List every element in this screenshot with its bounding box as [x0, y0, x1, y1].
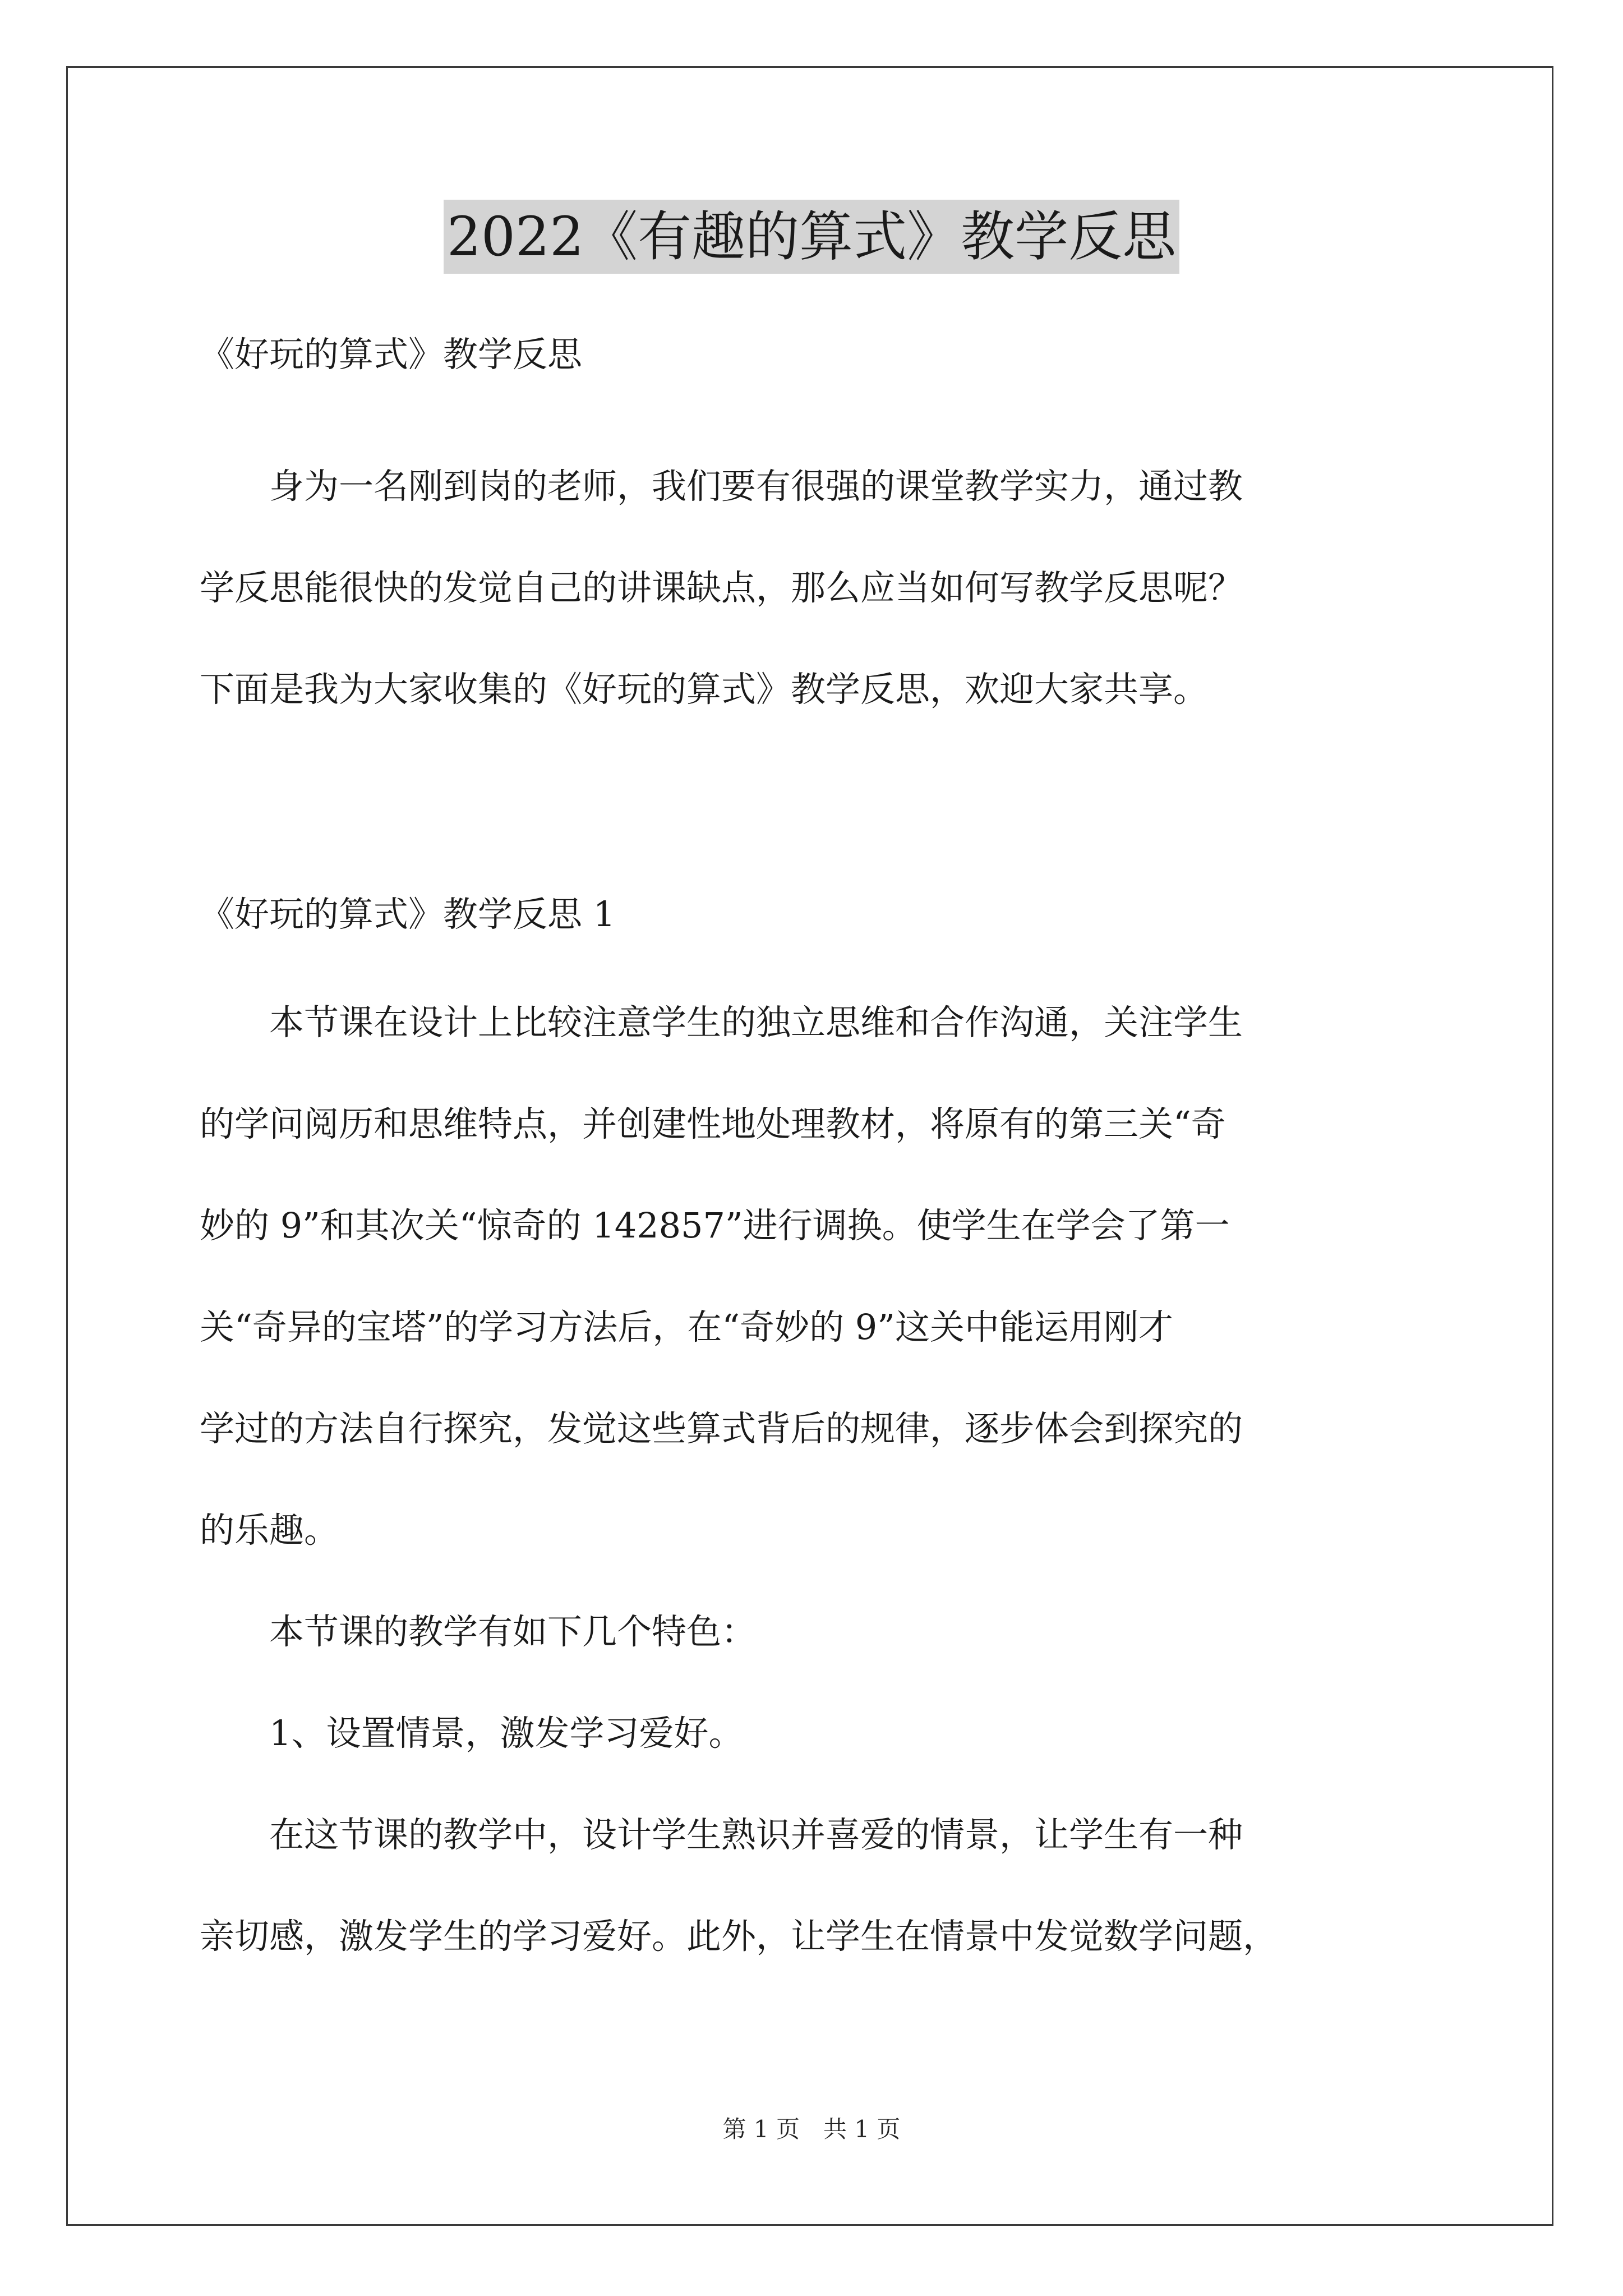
paragraph-line: 下面是我为大家收集的《好玩的算式》教学反思，欢迎大家共享。: [200, 669, 1209, 710]
subtitle-line: 《好玩的算式》教学反思: [200, 334, 583, 375]
paragraph-line: 的学问阅历和思维特点，并创建性地处理教材，将原有的第三关“奇: [200, 1103, 1226, 1144]
paragraph-line: 的乐趣。: [200, 1510, 339, 1550]
paragraph-line: 关“奇异的宝塔”的学习方法后，在“奇妙的 9”这关中能运用刚才: [200, 1306, 1173, 1347]
document-title: 2022《有趣的算式》教学反思: [444, 200, 1179, 274]
paragraph-line: 本节课的教学有如下几个特色：: [200, 1611, 757, 1652]
page-footer: 第 1 页 共 1 页: [722, 2115, 901, 2143]
paragraph-line: 身为一名刚到岗的老师，我们要有很强的课堂教学实力，通过教: [200, 466, 1243, 507]
list-item-heading: 1、设置情景，激发学习爱好。: [200, 1713, 744, 1754]
paragraph-line: 学反思能很快的发觉自己的讲课缺点，那么应当如何写教学反思呢？: [200, 567, 1243, 608]
paragraph-line: 本节课在设计上比较注意学生的独立思维和合作沟通，关注学生: [200, 1002, 1243, 1043]
title-container: [0, 200, 1623, 274]
paragraph-line: 在这节课的教学中，设计学生熟识并喜爱的情景，让学生有一种: [200, 1814, 1243, 1855]
paragraph-line: 亲切感，激发学生的学习爱好。此外，让学生在情景中发觉数学问题，: [200, 1916, 1278, 1957]
paragraph-line: 妙的 9”和其次关“惊奇的 142857”进行调换。使学生在学会了第一: [200, 1205, 1230, 1246]
paragraph-line: 学过的方法自行探究，发觉这些算式背后的规律，逐步体会到探究的: [200, 1408, 1243, 1449]
section-heading: 《好玩的算式》教学反思 1: [200, 894, 616, 935]
